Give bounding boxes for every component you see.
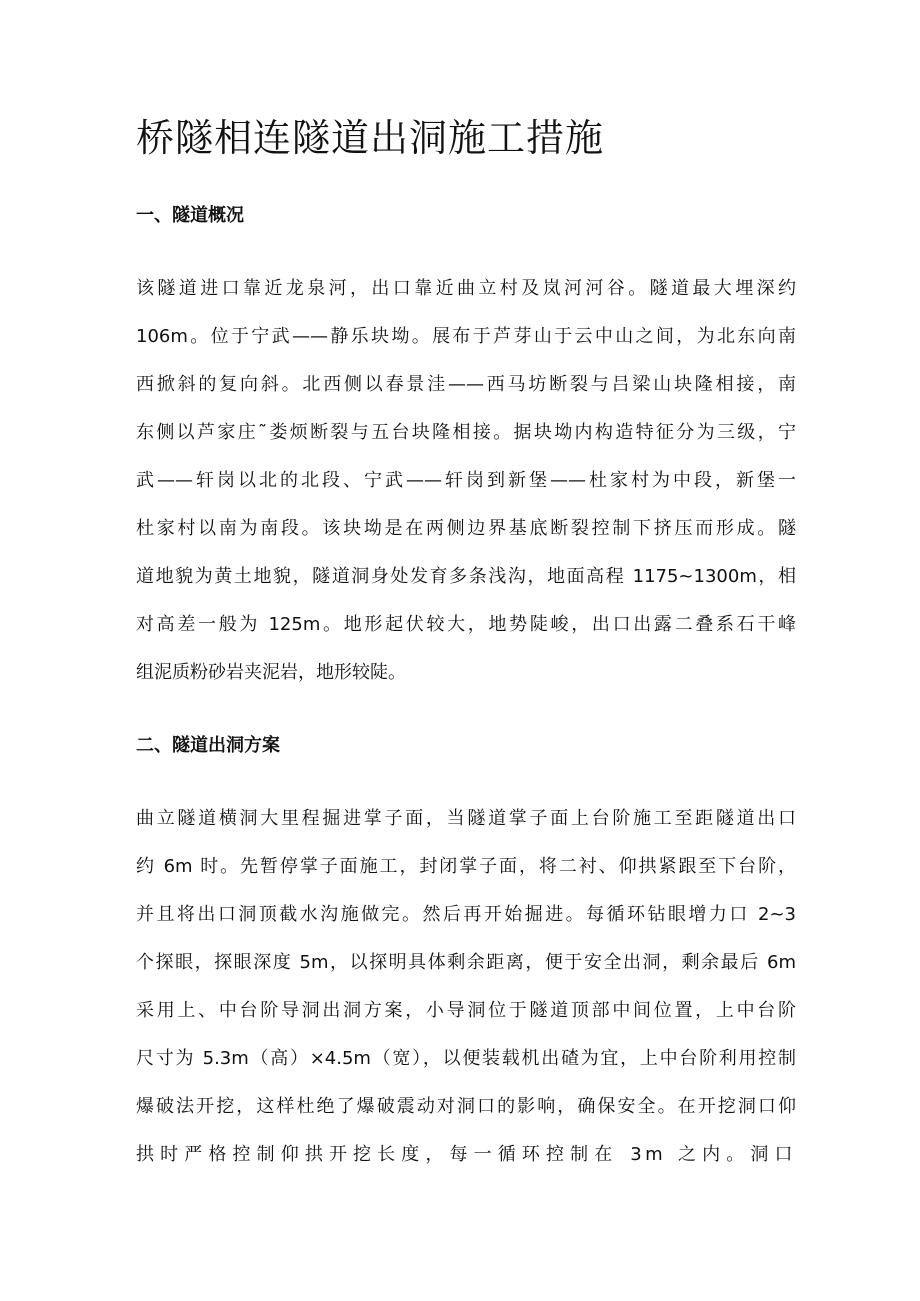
paragraph-line: 组泥质粉砂岩夹泥岩，地形较陡。 [136,662,406,683]
paragraph-line: 该隧道进口靠近龙泉河，出口靠近曲立村及岚河河谷。隧道最大埋深约 [136,278,796,299]
paragraph-line: 对高差一般为 125m。地形起伏较大，地势陡峻，出口出露二叠系石干峰 [136,614,796,635]
paragraph-line: 拱时严格控制仰拱开挖长度，每一循环控制在 3m 之内。洞口 [136,1144,796,1165]
section-heading-exit-plan: 二、隧道出洞方案 [136,735,280,756]
paragraph-line: 并且将出口洞顶截水沟施做完。然后再开始掘进。每循环钻眼增力口 2~3 [136,904,796,925]
paragraph-line: 约 6m 时。先暂停掌子面施工，封闭掌子面，将二衬、仰拱紧跟至下台阶， [136,856,796,877]
paragraph-line: 武——轩岗以北的北段、宁武——轩岗到新堡——杜家村为中段，新堡一 [136,470,796,491]
section-heading-overview: 一、隧道概况 [136,205,244,226]
paragraph-line: 道地貌为黄土地貌，隧道洞身处发育多条浅沟，地面高程 1175~1300m，相 [136,566,796,587]
paragraph-line: 个探眼，探眼深度 5m，以探明具体剩余距离，便于安全出洞，剩余最后 6m [136,952,796,973]
document-title: 桥隧相连隧道出洞施工措施 [136,116,605,160]
paragraph-line: 杜家村以南为南段。该块坳是在两侧边界基底断裂控制下挤压而形成。隧 [136,518,796,539]
paragraph-line: 采用上、中台阶导洞出洞方案，小导洞位于隧道顶部中间位置，上中台阶 [136,1000,796,1021]
paragraph-line: 曲立隧道横洞大里程掘进掌子面，当隧道掌子面上台阶施工至距隧道出口 [136,808,796,829]
paragraph-line: 106m。位于宁武——静乐块坳。展布于芦芽山于云中山之间，为北东向南 [136,326,796,347]
paragraph-line: 西掀斜的复向斜。北西侧以春景洼——西马坊断裂与吕梁山块隆相接，南 [136,374,796,395]
paragraph-line: 尺寸为 5.3m（高）×4.5m（宽），以便装载机出碴为宜，上中台阶利用控制 [136,1048,796,1069]
paragraph-line: 东侧以芦家庄˜娄烦断裂与五台块隆相接。据块坳内构造特征分为三级，宁 [136,422,796,443]
paragraph-line: 爆破法开挖，这样杜绝了爆破震动对洞口的影响，确保安全。在开挖洞口仰 [136,1096,796,1117]
